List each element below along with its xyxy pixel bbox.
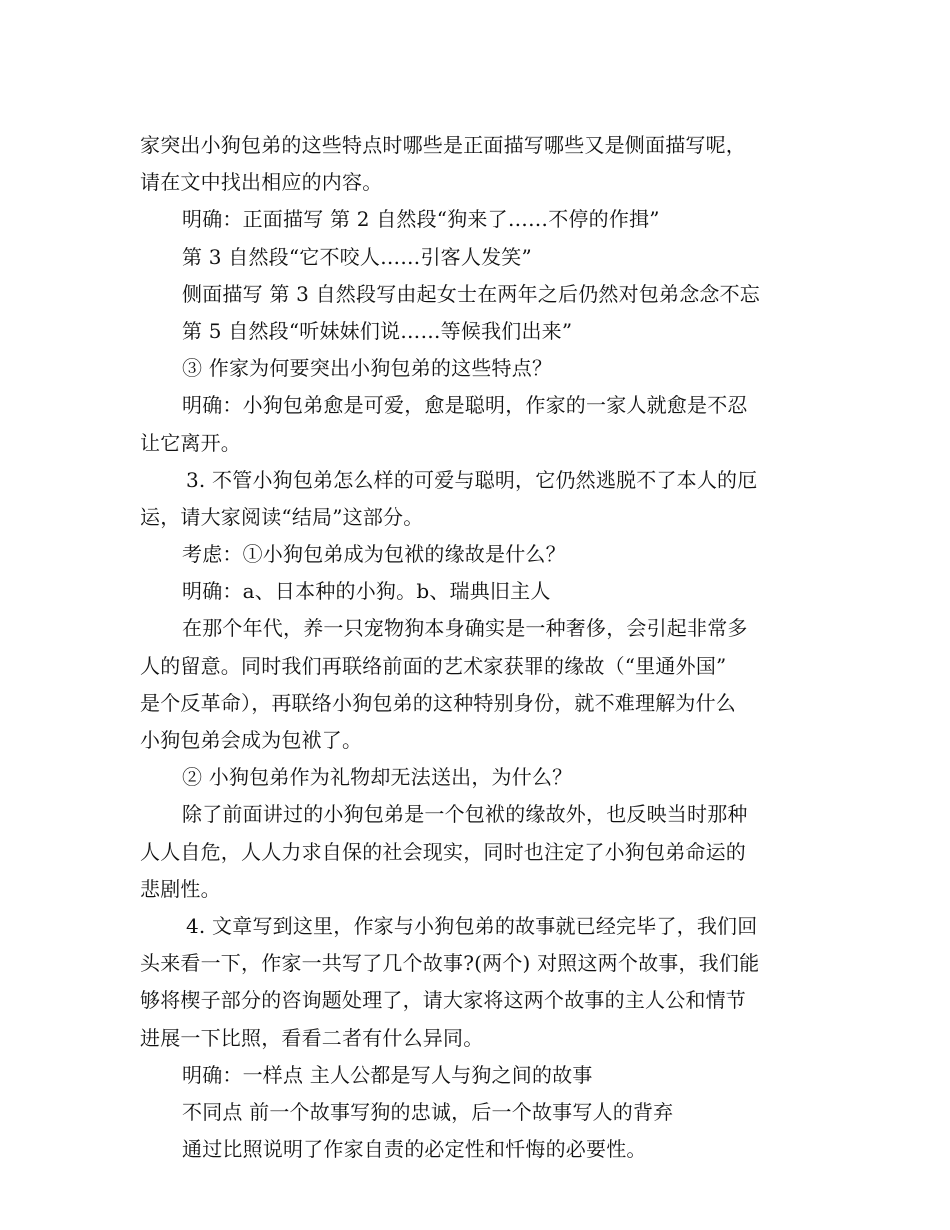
text-line: ② 小狗包弟作为礼物却无法送出，为什么？: [182, 765, 573, 790]
text-line: 第 3 自然段“它不咬人……引客人发笑”: [182, 244, 532, 269]
text-line: 在那个年代，养一只宠物狗本身确实是一种奢侈，会引起非常多: [182, 616, 748, 641]
text-line: 不同点 前一个故事写狗的忠诚，后一个故事写人的背弃: [182, 1099, 674, 1124]
text-line: 除了前面讲过的小狗包弟是一个包袱的缘故外，也反映当时那种: [182, 802, 748, 827]
text-line: 头来看一下，作家一共写了几个故事?(两个) 对照这两个故事，我们能: [140, 951, 760, 976]
text-line: 明确：正面描写 第 2 自然段“狗来了……不停的作揖”: [182, 207, 660, 232]
text-line: 是个反革命），再联络小狗包弟的这种特别身份，就不难理解为什么: [140, 690, 736, 715]
text-line: 第 5 自然段“听妹妹们说……等候我们出来”: [182, 318, 573, 343]
text-line: 请在文中找出相应的内容。: [140, 170, 383, 195]
text-line: 明确：a、日本种的小狗。b、瑞典旧主人: [182, 579, 551, 604]
text-line: 让它离开。: [140, 430, 241, 455]
text-line: 4. 文章写到这里，作家与小狗包弟的故事就已经完毕了，我们回: [186, 913, 758, 938]
document-body: [140, 127, 820, 1168]
text-line: 家突出小狗包弟的这些特点时哪些是正面描写哪些又是侧面描写呢，: [140, 133, 746, 157]
text-line: 进展一下比照，看看二者有什么异同。: [140, 1025, 484, 1050]
text-line: 小狗包弟会成为包袱了。: [140, 728, 363, 752]
text-line: 侧面描写 第 3 自然段写由起女士在两年之后仍然对包弟念念不忘: [182, 281, 760, 306]
text-line: 考虑：①小狗包弟成为包袱的缘故是什么？: [182, 542, 566, 567]
text-line: 人的留意。同时我们再联络前面的艺术家获罪的缘故（“里通外国”: [140, 653, 727, 678]
text-line: 运，请大家阅读“结局”这部分。: [140, 504, 424, 529]
text-line: ③ 作家为何要突出小狗包弟的这些特点？: [182, 356, 553, 381]
text-line: 3. 不管小狗包弟怎么样的可爱与聪明，它仍然逃脱不了本人的厄: [186, 467, 758, 492]
text-line: 明确：小狗包弟愈是可爱，愈是聪明，作家的一家人就愈是不忍: [182, 393, 748, 418]
text-line: 人人自危，人人力求自保的社会现实，同时也注定了小狗包弟命运的: [140, 839, 746, 864]
text-line: 够将楔子部分的咨询题处理了，请大家将这两个故事的主人公和情节: [140, 988, 746, 1013]
text-line: 通过比照说明了作家自责的必定性和忏悔的必要性。: [182, 1137, 647, 1162]
text-line: 悲剧性。: [140, 876, 221, 901]
text-line: 明确：一样点 主人公都是写人与狗之间的故事: [182, 1062, 593, 1087]
